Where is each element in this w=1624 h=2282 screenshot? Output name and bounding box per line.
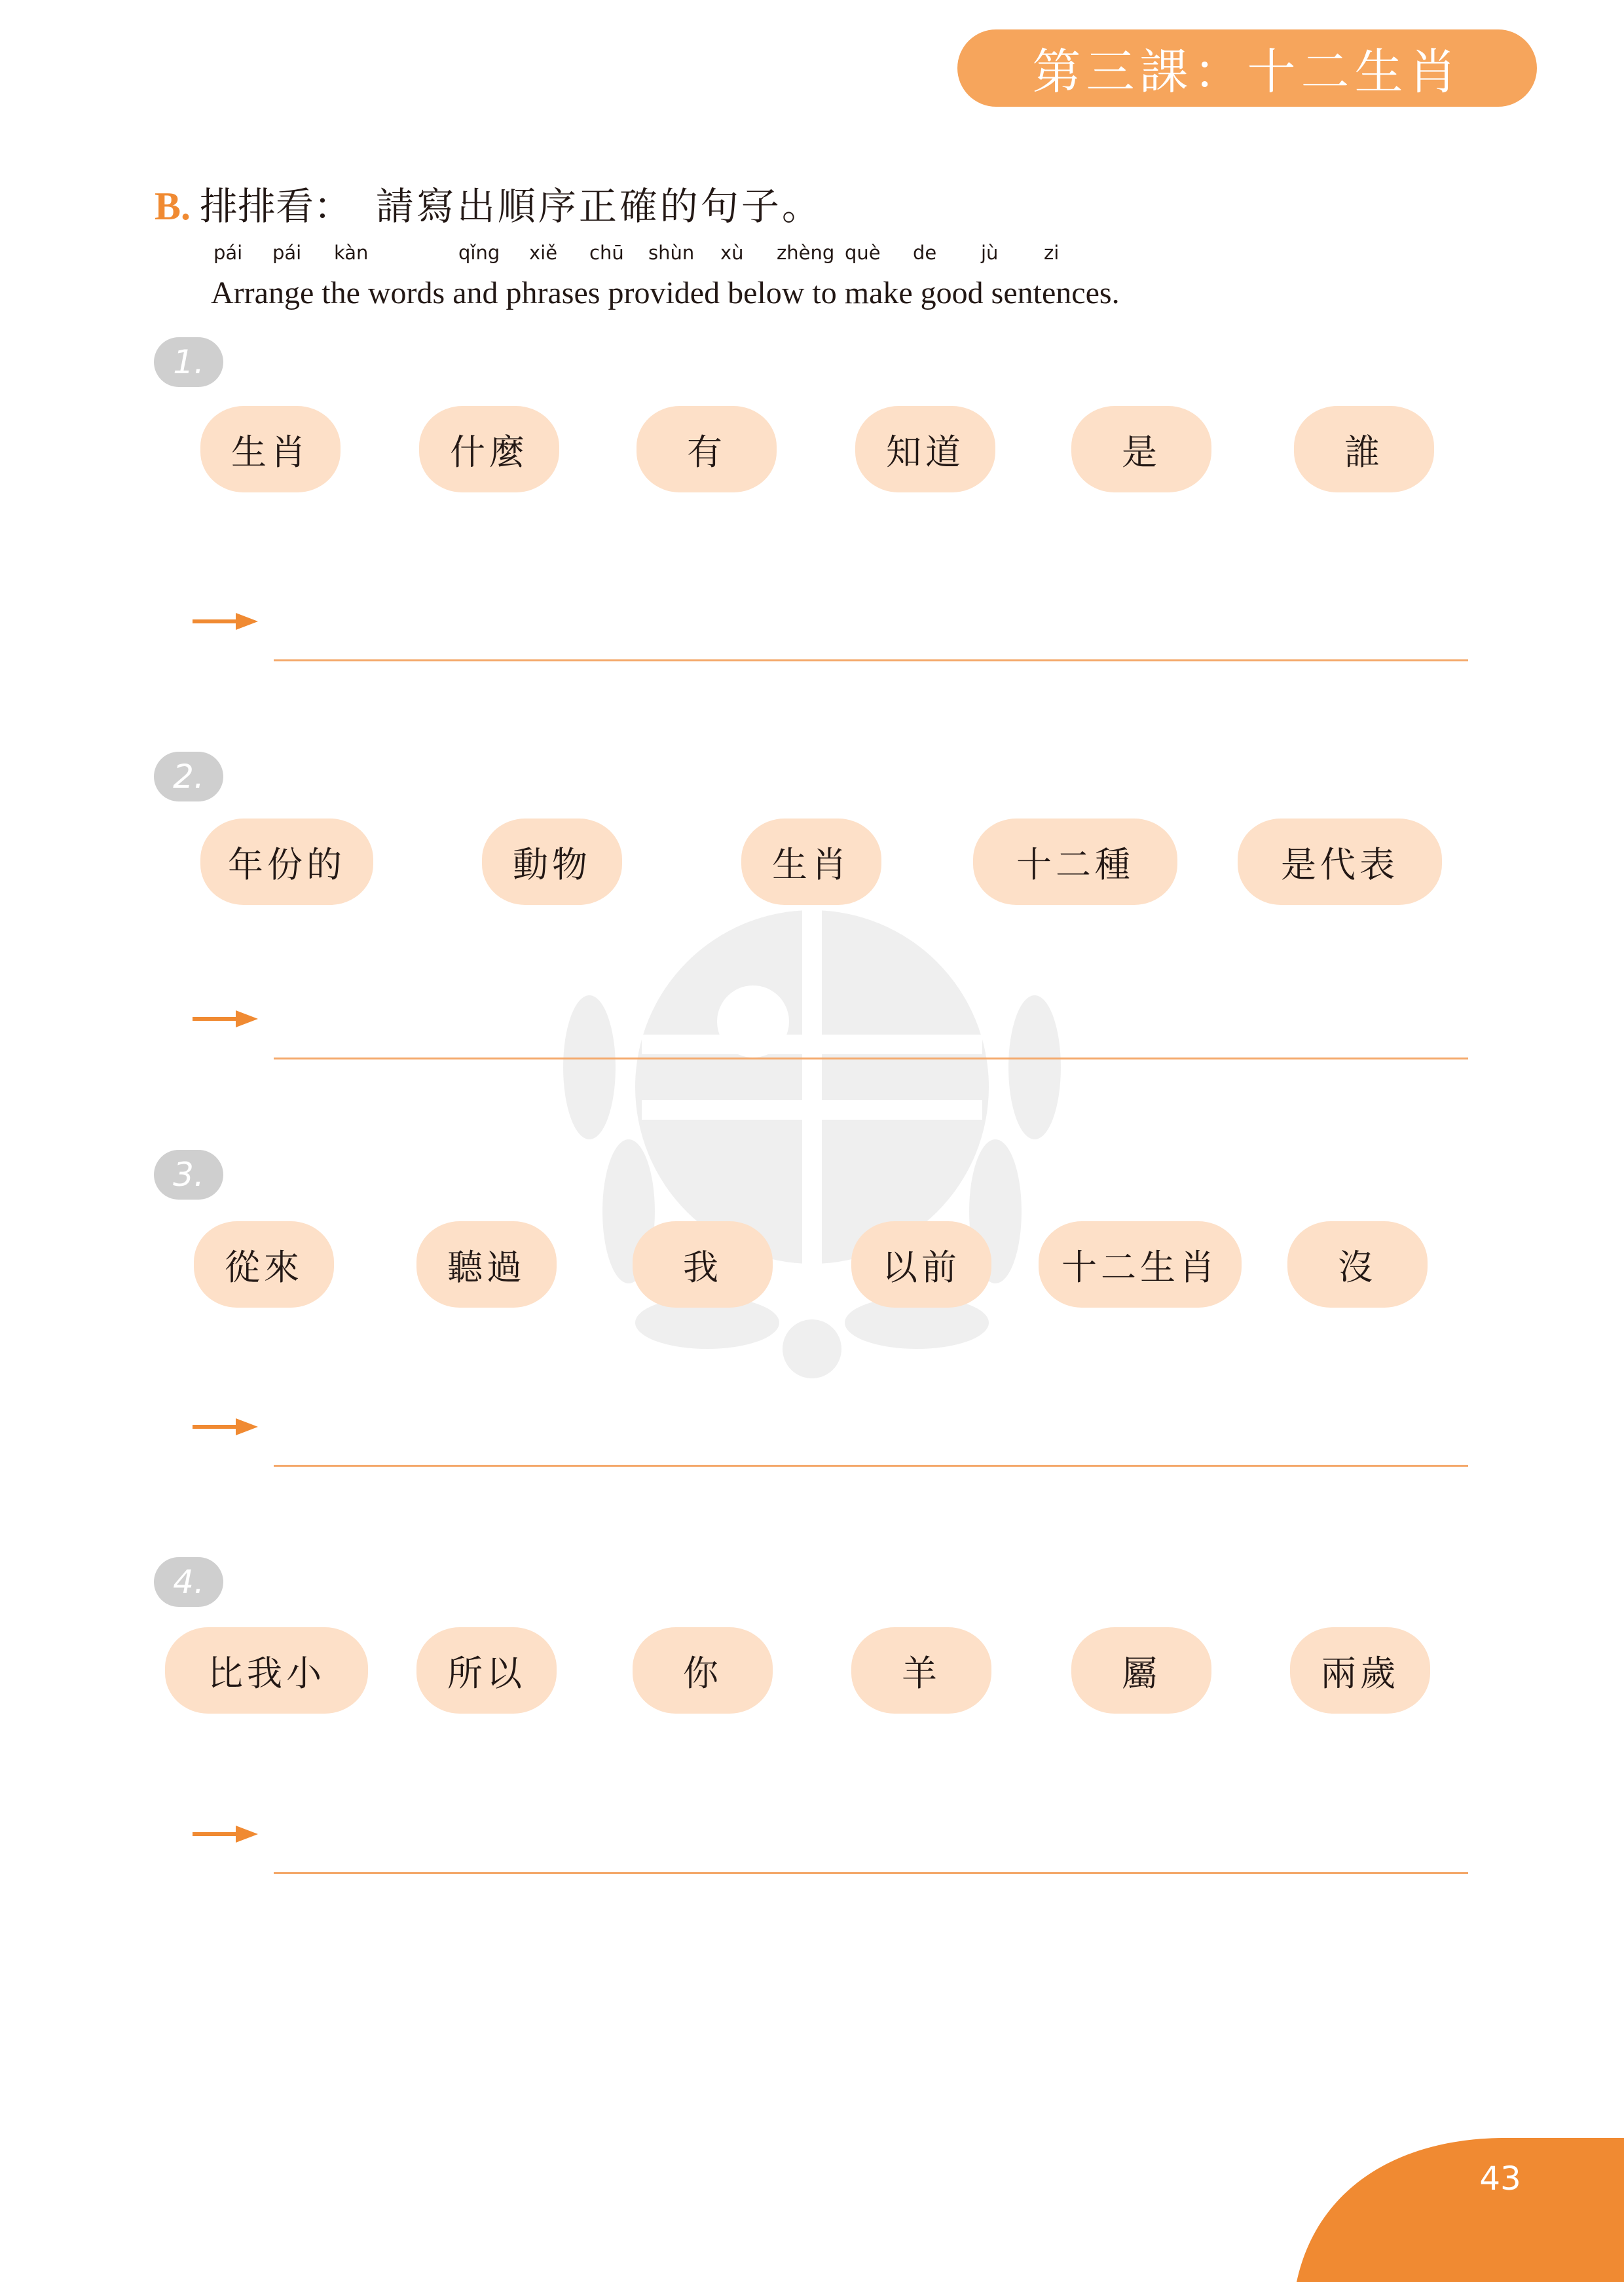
word-chip-label: 誰 [1344,431,1384,473]
word-chip-label: 以前 [882,1246,961,1288]
word-chip[interactable] [1238,819,1442,905]
word-chip[interactable] [1290,1627,1430,1714]
instruction-sentence: 請寫出順序正確的句子。 [375,184,822,229]
word-chip-label: 有 [687,431,726,473]
pinyin-syllable: de [913,242,937,264]
pinyin-syllable: xù [720,242,744,264]
word-chip-label: 羊 [902,1652,941,1694]
word-chip-label: 動物 [513,843,591,885]
word-chip-label: 生肖 [231,431,310,473]
instruction-english: Arrange the words and phrases provided below to make good sentences. [211,276,1120,310]
word-chip[interactable] [200,819,373,905]
instruction-title: 排排看： [200,184,352,229]
word-chip-label: 是代表 [1281,843,1399,885]
word-chip[interactable] [165,1627,368,1714]
pinyin-syllable: pái [272,242,302,264]
word-chip[interactable] [200,406,341,492]
question-number-badge [154,1557,223,1607]
word-chip-label: 兩歲 [1321,1652,1399,1694]
word-chip-label: 我 [683,1246,722,1288]
arrow-right-icon [193,1824,258,1844]
word-chip[interactable] [1294,406,1434,492]
word-chip-label: 知道 [886,431,965,473]
word-chip[interactable] [416,1627,557,1714]
word-chip[interactable] [1287,1221,1428,1308]
word-chip-label: 從來 [225,1246,303,1288]
arrow-right-icon [193,612,258,631]
answer-line[interactable] [274,1058,1468,1059]
word-chip[interactable] [637,406,777,492]
pinyin-syllable: shùn [648,242,695,264]
watermark-emblem-icon [537,904,1087,1414]
word-chip-label: 十二生肖 [1061,1246,1219,1288]
lesson-title: 第三課：十二生肖 [1032,44,1462,100]
arrow-right-icon [193,1417,258,1437]
word-chip-label: 年份的 [228,843,346,885]
section-letter: B. [155,185,191,228]
question-number: 4. [173,1563,204,1601]
word-chip[interactable] [973,819,1177,905]
instruction-heading [155,184,822,229]
word-chip-label: 沒 [1338,1246,1377,1288]
word-chip[interactable] [1071,406,1211,492]
pinyin-syllable: xiě [529,242,558,264]
word-chip-label: 你 [683,1652,722,1694]
word-chip-label: 是 [1122,431,1161,473]
pinyin-syllable: qǐng [458,242,500,264]
word-chip[interactable] [633,1627,773,1714]
pinyin-syllable: kàn [334,242,369,264]
word-chip-label: 屬 [1122,1652,1161,1694]
pinyin-syllable: zi [1044,242,1060,264]
page-number: 43 [1479,2160,1521,2198]
word-chip-label: 十二種 [1016,843,1134,885]
answer-line[interactable] [274,1872,1468,1874]
pinyin-syllable: zhèng [777,242,835,264]
word-chip[interactable] [1071,1627,1211,1714]
answer-line[interactable] [274,659,1468,661]
word-chip[interactable] [1039,1221,1242,1308]
word-chip[interactable] [482,819,622,905]
pinyin-syllable: què [845,242,881,264]
word-chip[interactable] [851,1221,991,1308]
question-number-badge [154,1150,223,1200]
pinyin-syllable: chū [589,242,624,264]
question-number-badge [154,337,223,387]
page-corner-decoration [1297,2138,1624,2282]
question-number: 1. [173,343,204,381]
answer-line[interactable] [274,1465,1468,1467]
word-chip[interactable] [851,1627,991,1714]
word-chip-label: 所以 [447,1652,526,1694]
lesson-title-tab [957,29,1537,107]
word-chip[interactable] [741,819,881,905]
word-chip-label: 生肖 [772,843,851,885]
word-chip[interactable] [419,406,559,492]
pinyin-syllable: jù [981,242,999,264]
word-chip-label: 聽過 [447,1246,526,1288]
question-number: 3. [173,1156,204,1194]
word-chip-label: 比我小 [208,1652,325,1694]
arrow-right-icon [193,1009,258,1029]
word-chip[interactable] [194,1221,334,1308]
pinyin-syllable: pái [213,242,243,264]
word-chip[interactable] [855,406,995,492]
question-number: 2. [173,758,204,796]
word-chip[interactable] [633,1221,773,1308]
word-chip-label: 什麼 [450,431,528,473]
question-number-badge [154,752,223,801]
word-chip[interactable] [416,1221,557,1308]
